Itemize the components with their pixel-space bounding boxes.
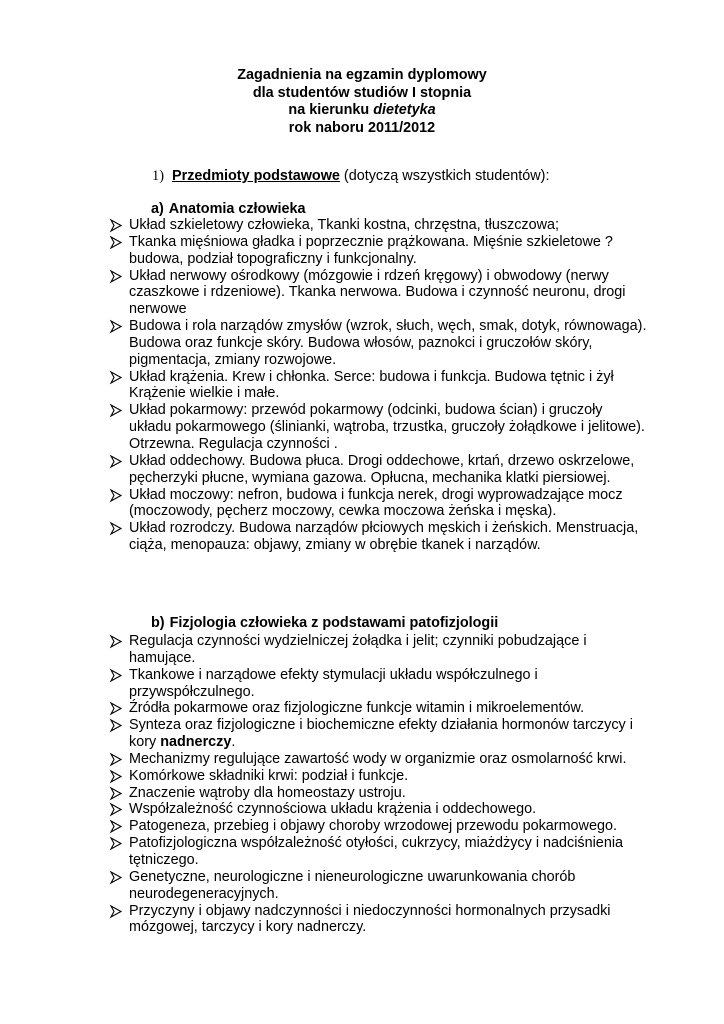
arrowhead-bullet-icon [108,903,124,919]
list-item [108,869,648,903]
title-line-4: rok naboru 2011/2012 [288,119,436,136]
list-item-text: Układ szkieletowy człowieka, Tkanki kostna, chrzęstna, tłuszczowa; [129,217,560,233]
list-item [108,402,648,453]
list-item [108,801,648,818]
list-item [108,903,648,937]
subsection-a-list [108,217,648,554]
list-item-text: Układ oddechowy. Budowa płuca. Drogi oddechowe, krtań, drzewo oskrzelowe, pęcherzyki płucne, wymiana gazowa. Opłucna, mechanika klatki piersiowej. [129,452,635,486]
arrowhead-bullet-icon [108,700,124,716]
arrowhead-bullet-icon [108,801,124,817]
list-item [108,234,648,268]
list-item-text: Tkankowe i narządowe efekty stymulacji układu współczulnego i przywspółczulnego. [129,666,538,700]
arrowhead-bullet-icon [108,633,124,649]
arrowhead-bullet-icon [108,487,124,503]
section-note: (dotyczą wszystkich studentów): [339,168,550,184]
list-item [108,318,648,369]
list-item [108,667,648,701]
title-line-1: Zagadnienia na egzamin dyplomowy [237,67,487,83]
list-item-text: Synteza oraz fizjologiczne i biochemiczne efekty działania hormonów tarczycy i kory [129,717,633,751]
arrowhead-bullet-icon [108,453,124,469]
list-item [108,768,648,785]
list-item-bold-word: nadnerczy [160,734,232,751]
document-title [0,67,724,137]
arrowhead-bullet-icon [108,318,124,334]
arrowhead-bullet-icon [108,869,124,885]
list-item [108,217,648,234]
list-item [108,520,648,554]
list-item [108,785,648,802]
title-field-of-study: dietetyka [373,102,436,118]
section-1-heading [152,168,549,185]
list-item-text: Genetyczne, neurologiczne i nieneurologiczne uwarunkowania chorób neurodegeneracyjnych. [129,868,576,902]
arrowhead-bullet-icon [108,234,124,250]
list-item-text: Układ nerwowy ośrodkowy (mózgowie i rdzeń kręgowy) i obwodowy (nerwy czaszkowe i rdzeniowe). Tkanka nerwowa. Budowa i czynność neuronu, drogi nerwowe [129,267,626,318]
subsection-a-heading [151,201,306,218]
list-item-text: Układ moczowy: nefron, budowa i funkcja nerek, drogi wyprowadzające mocz (moczowody, pęcherz moczowy, cewka moczowa żeńska i męska). [129,486,623,520]
list-item-text: Układ rozrodczy. Budowa narządów płciowych męskich i żeńskich. Menstruacja, ciąża, menopauza: objawy, zmiany w obrębie tkanek i narządów. [129,520,639,554]
list-item-text: Tkanka mięśniowa gładka i poprzecznie prążkowana. Mięśnie szkieletowe ? budowa, podział topograficzny i funkcjonalny. [129,233,613,267]
list-item-text: Źródła pokarmowe oraz fizjologiczne funkcje witamin i mikroelementów. [129,700,585,717]
arrowhead-bullet-icon [108,818,124,834]
section-number: 1) [152,168,164,184]
arrowhead-bullet-icon [108,520,124,536]
arrowhead-bullet-icon [108,768,124,784]
subsection-b-heading [151,615,498,632]
list-item [108,369,648,403]
list-item [108,453,648,487]
list-item-text: Patogeneza, przebieg i objawy choroby wrzodowej przewodu pokarmowego. [129,818,617,835]
list-item [108,717,648,751]
title-line-2: dla studentów studiów I stopnia [252,84,472,101]
subsection-b-letter: b) [151,615,165,631]
list-item [108,700,648,717]
arrowhead-bullet-icon [108,751,124,767]
arrowhead-bullet-icon [108,369,124,385]
list-item-text: Przyczyny i objawy nadczynności i niedoczynności hormonalnych przysadki mózgowej, tarczycy i kory nadnerczy. [129,902,611,936]
list-item-tail: . [231,734,236,751]
title-line-3 [0,102,724,120]
subsection-a-title: Anatomia człowieka [168,201,306,217]
list-item-text: Współzależność czynnościowa układu krążenia i oddechowego. [129,801,537,818]
list-item-text: Znaczenie wątroby dla homeostazy ustroju. [129,784,406,801]
arrowhead-bullet-icon [108,217,124,233]
arrowhead-bullet-icon [108,717,124,733]
arrowhead-bullet-icon [108,667,124,683]
subsection-a-letter: a) [151,201,164,217]
arrowhead-bullet-icon [108,835,124,851]
list-item-text: Regulacja czynności wydzielniczej żołądka i jelit; czynniki pobudzające i hamujące. [129,633,587,666]
list-item [108,633,648,667]
subsection-b-list [108,633,648,936]
list-item-text: Patofizjologiczna współzależność otyłości, cukrzycy, miażdżycy i nadciśnienia tętniczego. [129,835,624,868]
arrowhead-bullet-icon [108,268,124,284]
list-item [108,268,648,319]
list-item [108,751,648,768]
list-item [108,487,648,521]
list-item [108,835,648,869]
list-item-text: Układ pokarmowy: przewód pokarmowy (odcinki, budowa ścian) i gruczoły układu pokarmowego (ślinianki, wątroba, trzustka, gruczoły żołądkowe i jelitowe). Otrzewna. Regulacja czynności . [129,402,645,452]
arrowhead-bullet-icon [108,785,124,801]
list-item-text: Komórkowe składniki krwi: podział i funkcje. [129,767,409,784]
subsection-b-title: Fizjologia człowieka z podstawami patofizjologii [169,615,499,631]
title-line-3-prefix: na kierunku [288,102,374,118]
list-item-text: Układ krążenia. Krew i chłonka. Serce: budowa i funkcja. Budowa tętnic i żył Krążenie wielkie i małe. [129,368,614,402]
list-item-text: Budowa i rola narządów zmysłów (wzrok, słuch, węch, smak, dotyk, równowaga). Budowa oraz funkcje skóry. Budowa włosów, paznokci i gruczołów skóry, pigmentacja, zmiany rozwojowe. [129,318,647,368]
arrowhead-bullet-icon [108,402,124,418]
list-item [108,818,648,835]
section-title: Przedmioty podstawowe [172,168,340,184]
list-item-text: Mechanizmy regulujące zawartość wody w organizmie oraz osmolarność krwi. [129,750,627,767]
